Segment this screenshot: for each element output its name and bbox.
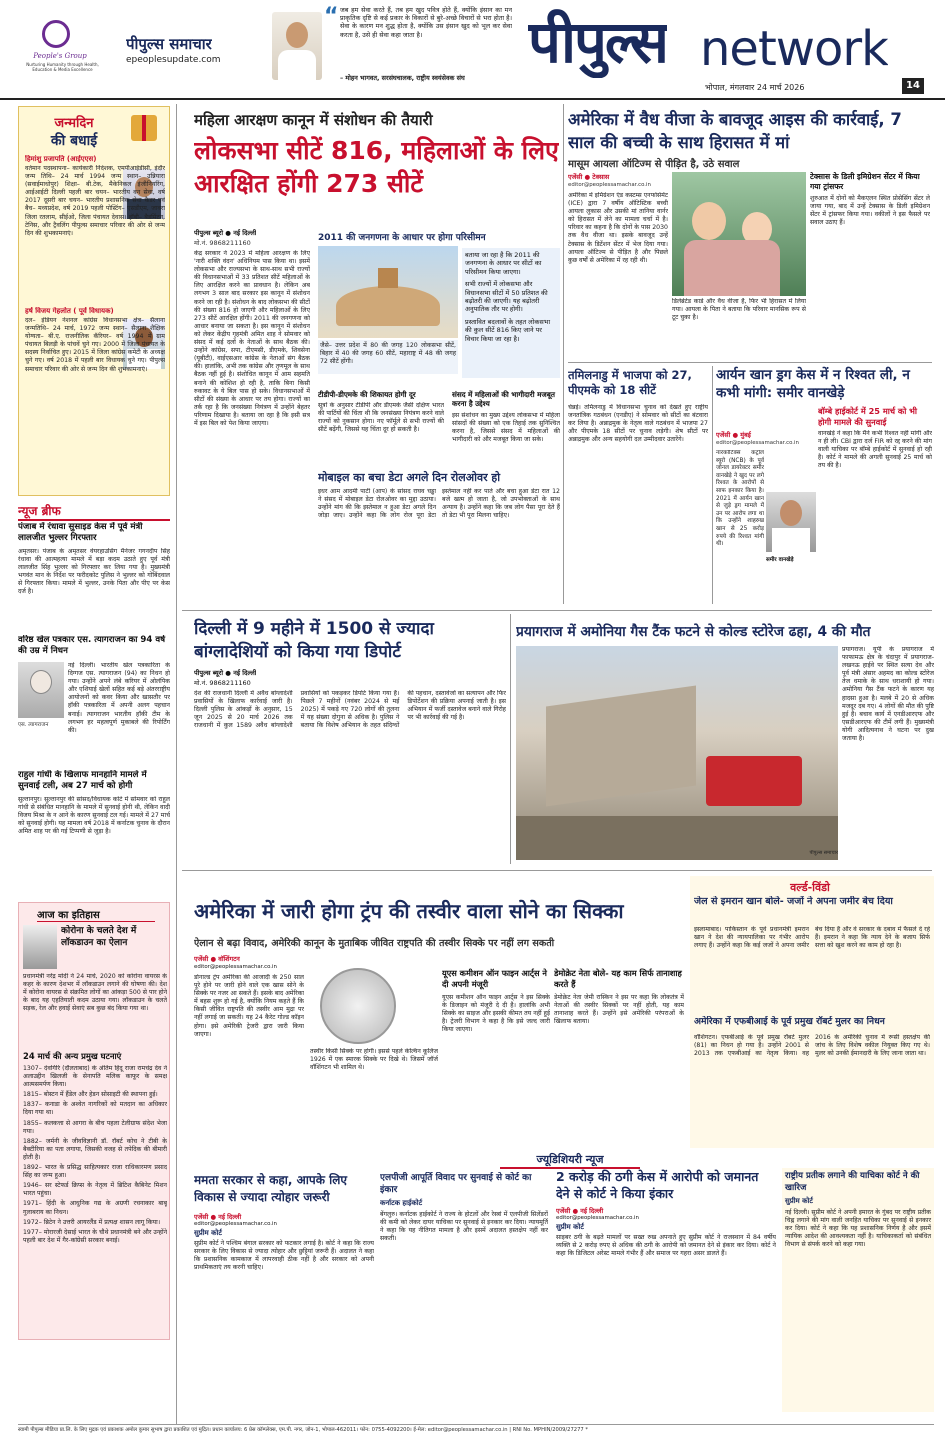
visa-side-body: शुरुआत में दोनों को मैकएलन स्थित प्रोसेसिंग सेंटर ले जाया गया, बाद में उन्हें टेक्सास के डिली इमिग्रेशन सेंटर में ट्रांसफर किया गया। वकीलों ने इस फैसले पर सवाल उठाए हैं। [810, 195, 930, 227]
judiciary-c-tag: सुप्रीम कोर्ट [556, 1223, 584, 1231]
wankhede-caption: समीर वानखेड़े [766, 557, 794, 563]
history-body: प्रधानमंत्री नरेंद्र मोदी ने 24 मार्च, 2020 को कोरोना वायरस के कहर के कारण देशभर में लॉकडाउन लगाने की घोषणा की। देश में कोरोना वायरस से संक्रमित लोगों का आंकड़ा 500 से पार होने के बाद यह एहतियाती कदम उठाया गया। लॉकडाउन के चलते सड़क, रेल और हवाई सेवाएं सब कुछ बंद किया गया था। [23, 973, 167, 1013]
judiciary-a [194, 1172, 374, 1412]
gift-icon [131, 115, 157, 141]
visa-photo-caption: डिलेब्रेटेड कार्ड और वैध वीजा है, फिर भी हिरासत में लिया गया। आयला के पिता ने बताया कि परिवार मानसिक रूप से टूट चुका है। [672, 298, 806, 322]
visa-subhead: मासूम आयला ऑटिज्म से पीड़ित है, उठे सवाल [568, 159, 740, 170]
prayag-photo-credit: पीपुल्स समाचार [809, 850, 838, 856]
tyagarajan-caption: एस. त्यागराजन [18, 722, 49, 728]
person1-text: वर्तमान पदस्थापना– कार्यकारी निदेशक, एमपीआईडीसी, इंदौर जन्म तिथि– 24 मार्च 1994 जन्म स्थान– उन्नियारा (सवाईमाधोपुर) शिक्षा– बी.टेक, मैकेनिकल इंजीनियरिंग, आईआईटी दिल्ली पहली बार चयन– भारतीय वन सेवा, वर्ष 2017 दूसरी बार चयन– भारतीय प्रशासनिक सेवा कैडर एवं बैच– मध्यप्रदेश, वर्ष 2019 पहली पोस्टिंग– एसडीएम, जावरा जिला रतलाम, सीईओ, जिला पंचायत देवास। हॉबी– बैडमिंटन, टेनिस, और ट्रैवलिंग पीपुल्स समाचार परिवार की ओर से जन्म दिन की शुभकामनाएं। [25, 165, 165, 237]
bangla-byline: पीपुल्स ब्यूरो ● नई दिल्ली [194, 669, 257, 677]
group-name: People's Group [33, 52, 87, 60]
judiciary-c-headline[interactable]: 2 करोड़ की ठगी केस में आरोपी को जमानत देने से कोर्ट ने किया इंकार [556, 1169, 759, 1201]
lead-byline: पीपुल्स ब्यूरो ● नई दिल्ली [194, 229, 257, 237]
prayag-headline[interactable]: प्रयागराज में अमोनिया गैस टैंक फटने से कोल्ड स्टोरेज ढहा, 4 की मौत [516, 624, 871, 640]
dateline: भोपाल, मंगलवार 24 मार्च 2026 [705, 83, 805, 92]
lead-bullet-3: प्रस्तावित बदलावों के तहत लोकसभा की कुल सीटें 816 किए जाने पर विचार किया जा रहा है। [465, 317, 551, 343]
brief-headline-3[interactable]: राहुल गांधी के खिलाफ मानहानि मामले में सुनवाई टली, अब 27 मार्च को होगी [18, 770, 147, 791]
visa-headline[interactable]: अमेरिका में वैध वीजा के बावजूद आइस की कार्रवाई, 7 साल की बच्ची के साथ हिरासत में मां [568, 110, 902, 152]
lead-photo-caption: जैसे– उत्तर प्रदेश में 80 की जगह 120 लोकसभा सीटें, बिहार में 40 की जगह 60 सीटें, महाराष्ट्र में 48 की जगह 72 सीटें होंगी। [318, 340, 458, 374]
event-item: 1882– जर्मनी के जीवविज्ञानी डॉ. रॉबर्ट कोच ने टीबी के बैक्टीरिया का पता लगाया, जिसकी वजह से तपेदिक की बीमारी होती है। [23, 1137, 167, 1161]
judiciary-c [556, 1168, 776, 1412]
visa-side [810, 172, 930, 358]
judiciary-d [782, 1168, 934, 1412]
aryan-body: नारकोटिक्स कंट्रोल ब्यूरो (NCB) के पूर्व जोनल डायरेक्टर समीर वानखेड़े ने खुद पर लगे रिश्वत के आरोपों से साफ इनकार किया है। 2021 में आर्यन खान से जुड़े ड्रग मामले में उन पर आरोप लगा था कि उन्होंने शाहरुख खान से 25 करोड़ रुपये की रिश्वत मांगी थी। [716, 450, 764, 548]
aryan-subhead: बॉम्बे हाईकोर्ट में 25 मार्च को भी होगी मामले की सुनवाई [818, 406, 918, 427]
quote-mark: “ [324, 4, 339, 29]
visa-byline: एजेंसी ● टेक्सास [568, 173, 610, 181]
bangla-headline[interactable]: दिल्ली में 9 महीने में 1500 से ज्यादा बांग्लादेशियों को किया गया डिपोर्ट [194, 619, 434, 662]
world-headline-2[interactable]: अमेरिका में एफबीआई के पूर्व प्रमुख रॉबर्ट मुलर का निधन [694, 1016, 885, 1027]
wankhede-photo [766, 492, 816, 552]
author-photo [272, 12, 322, 80]
world-label: वर्ल्ड-विंडो [790, 881, 830, 894]
judiciary-a-email[interactable]: editor@peoplessamachar.co.in [194, 1221, 277, 1227]
quote-author: – मोहन भागवत, सरसंघचालक, राष्ट्रीय स्वयंसेवक संघ [340, 74, 465, 82]
person2-name: हर्ष विजय गेहलोत ( पूर्व विधायक) [25, 307, 114, 315]
brief-body-2: नई दिल्ली। भारतीय खेल पत्रकारिता के दिग्गज एस. त्यागराजन (94) का निधन हो गया। उन्होंने अपने लंबे करियर में ओलंपिक और एशियाई खेलों सहित कई बड़े अंतरराष्ट्रीय आयोजनों को कवर किया और खासतौर पर हॉकी पत्रकारिता में अपनी अलग पहचान बनाई। त्यागराजन भारतीय हॉकी टीम के लगभग हर महत्वपूर्ण मुकाबले की रिपोर्टिंग की। [68, 662, 170, 734]
tdp-body: सूत्रों के अनुसार टीडीपी और डीएमके जैसी दक्षिण भारत की पार्टियों की चिंता थी कि जनसंख्या नियंत्रण करने वाले राज्यों को नुकसान होगा। नए फॉर्मूले से सभी राज्यों की सीटें बढ़ेंगी, जिससे यह चिंता दूर हो सकती है। [318, 402, 444, 434]
history-events [23, 1065, 167, 1337]
brief-headline-1[interactable]: पंजाब में रंधावा सुसाइड केस में पूर्व मंत्री लालजीत भुल्लर गिरफ्तार [18, 522, 143, 543]
coin-image [320, 968, 396, 1044]
aryan-headline[interactable]: आर्यन खान ड्रग केस में न रिश्वत ली, न कभी मांगी: समीर वानखेड़े [716, 367, 910, 401]
lead-phone: मो.नं. 9868211160 [194, 239, 251, 247]
tyagarajan-photo [18, 662, 64, 718]
site-url[interactable]: epeoplesupdate.com [126, 55, 221, 65]
judiciary-label: ज्यूडिशियरी न्यूज [500, 1152, 640, 1169]
judiciary-b [380, 1172, 548, 1412]
brand-network: network [700, 22, 888, 76]
lead-bullets [462, 248, 560, 378]
history-box [18, 902, 170, 1340]
judiciary-a-byline: एजेंसी ● नई दिल्ली [194, 1213, 242, 1221]
quote-text: जब हम सेवा करते हैं, तब हम खुद पवित्र होते हैं, क्योंकि इंसान का मन प्राकृतिक दृष्टि से कई प्रकार के विकारों से बुरे-अच्छे विचारों से भरा होता है। सेवा के कारण मन शुद्ध होता है, क्योंकि उस इंसान खुद को भूल कर सेवा करता है, उसे ही सेवा कहा जाता है। [340, 6, 512, 39]
aryan-side: वानखेड़े ने कहा कि मैंने कभी रिश्वत नहीं मांगी और न ही ली। CBI द्वारा दर्ज FIR को रद्द करने की मांग वाली याचिका पर बॉम्बे हाईकोर्ट में सुनवाई हो रही है। कोर्ट ने मामले की अगली सुनवाई 25 मार्च को तय की है। [818, 430, 932, 470]
judiciary-d-body: नई दिल्ली। सुप्रीम कोर्ट ने अपनी इमारत के गुंबद पर राष्ट्रीय प्रतीक चिह्न लगाने की मांग वाली जनहित याचिका पर सुनवाई से इनकार कर दिया। कोर्ट ने कहा कि यह प्रशासनिक निर्णय है और इसमें न्यायिक आदेश की आवश्यकता नहीं है। याचिकाकर्ता को संबंधित विभाग से संपर्क करने को कहा गया। [785, 1209, 931, 1249]
person2-text: दल– इंडियन नेशनल कांग्रेस विधानसभा क्षेत्र– सैलाना जन्मतिथि– 24 मार्च, 1972 जन्म स्थान– सैलाना शैक्षिक योग्यता– बी.ए. राजनीतिक कॅरियर– वर्ष 1994 में ग्राम पंचायत बिलड़ी के पांचवें चुने गए। 2000 में जिला पंचायत के सदस्य निर्वाचित हुए। 2015 में जिला कांग्रेस कमेटी के अध्यक्ष चुने गए। वर्ष 2018 में पहली बार विधायक चुने गए। पीपुल्स समाचार परिवार की ओर से जन्म दिन की शुभकामनाएं। [25, 317, 165, 373]
person1-name: हिमांशु प्रजापति (आईएएस) [25, 155, 97, 163]
judiciary-c-byline: एजेंसी ● नई दिल्ली [556, 1207, 604, 1215]
coin-col2-headline: यूएस कमीशन ऑन फाइन आर्ट्स ने दी अपनी मंजूरी [442, 968, 547, 989]
coin-col3-headline: डेमोक्रेट नेता बोले- यह काम सिर्फ तानाशाह करते हैं [554, 968, 682, 989]
masthead [0, 0, 945, 100]
coin-subhead: ऐलान से बढ़ा विवाद, अमेरिकी कानून के मुताबिक जीवित राष्ट्रपति की तस्वीर सिक्के पर नहीं लग सकती [194, 938, 555, 949]
lead-headline[interactable]: लोकसभा सीटें 816, महिलाओं के लिए आरक्षित होंगी 273 सीटें [194, 136, 559, 198]
coin-headline[interactable]: अमेरिका में जारी होगा ट्रंप की तस्वीर वाला सोने का सिक्का [194, 899, 624, 923]
event-item: 1946– सर स्टेफर्ड क्रिप्स के नेतृत्व में ब्रिटिश कैबिनेट मिशन भारत पहुंचा। [23, 1182, 167, 1198]
page-number: 14 [902, 78, 924, 94]
judiciary-a-body: सुप्रीम कोर्ट ने पश्चिम बंगाल सरकार को फटकार लगाई है। कोर्ट ने कहा कि राज्य सरकार के लिए विकास से ज्यादा त्योहार और छुट्टियां जरूरी हैं। अदालत ने कहा कि प्रशासनिक कामकाज में लापरवाही ठीक नहीं है और सरकार को अपनी प्राथमिकताएं तय करनी चाहिए। [194, 1240, 374, 1272]
event-item: 1977– मोरारजी देसाई भारत के चौथे प्रधानमंत्री बने और उन्होंने पहली बार देश में गैर-कांग्रेसी सरकार बनाई। [23, 1228, 167, 1244]
bangla-body: देश की राजधानी दिल्ली में अवैध बांग्लादेशी प्रवासियों के खिलाफ कार्रवाई जारी है। दिल्ली पुलिस के आंकड़ों के अनुसार, 15 जून 2025 से 20 मार्च 2026 तक राजधानी में कुल 1589 अवैध बांग्लादेशी प्रवासियों को पकड़कर डिपोर्ट किया गया है। पिछले 7 महीनों (नवंबर 2024 से मई 2025) में पकड़े गए 720 लोगों की तुलना में यह संख्या दोगुना से अधिक है। पुलिस ने बताया कि विशेष अभियान के तहत संदिग्धों की पहचान, दस्तावेजों का सत्यापन और फिर डिपोर्टेशन की प्रक्रिया अपनाई जाती है। इस अभियान में फर्जी दस्तावेज बनाने वाले गिरोह पर भी कार्रवाई की गई है। [194, 690, 506, 730]
world-body-2: वॉशिंगटन। एफबीआई के पूर्व प्रमुख रॉबर्ट मुलर (81) का निधन हो गया है। उन्होंने 2001 से 2013 तक एफबीआई का नेतृत्व किया। वह 2016 के अमेरिकी चुनाव में रूसी हस्तक्षेप की जांच के लिए विशेष वकील नियुक्त किए गए थे। मुलर को उनकी ईमानदारी के लिए जाना जाता था। [694, 1034, 930, 1058]
group-tagline: Nurturing Humanity through Health, Education & Media Excellence [26, 62, 99, 72]
women-body: इस संशोधन का मुख्य उद्देश्य लोकसभा में महिला सांसदों की संख्या को एक तिहाई तक सुनिश्चित करना है, जिससे संसद में महिलाओं की भागीदारी को और मजबूत किया जा सके। [452, 412, 560, 444]
parliament-photo [318, 246, 458, 338]
birthday-title: जन्मदिन की बधाई [50, 116, 98, 149]
event-item: 1972– ब्रिटेन ने उत्तरी आयरलैंड में प्रत्यक्ष शासन लागू किया। [23, 1218, 161, 1226]
coin-col2-body: यूएस कमीशन ऑन फाइन आर्ट्स ने इस सिक्के के डिजाइन को मंजूरी दे दी है। हालांकि अभी सिक्के का साइज और इसकी कीमत तय नहीं हुई है। ट्रेजरी विभाग ने कहा है कि इसे जल्द जारी किया जाएगा। [442, 994, 550, 1034]
lead-photo-title: 2011 की जनगणना के आधार पर होगा परिसीमन [318, 233, 486, 243]
history-label: आज का इतिहास [37, 907, 155, 922]
mobile-body: इधर आम आदमी पार्टी (आप) के सांसद राघव चड्ढा ने संसद में मोबाइल डेटा रोलओवर का मुद्दा उठाया। उन्होंने मांग की कि इस्तेमाल न हुआ डेटा अगले दिन जोड़ा जाए। उन्होंने कहा कि लोग रोज पूरा डेटा इस्तेमाल नहीं कर पाते और बचा हुआ डेटा रात 12 बजे खत्म हो जाता है, जो उपभोक्ताओं के साथ अन्याय है। उन्होंने कहा कि जब लोग पैसा पूरा देते हैं तो डेटा भी पूरा मिलना चाहिए। [318, 488, 560, 520]
brief-headline-2[interactable]: वरिष्ठ खेल पत्रकार एस. त्यागराजन का 94 वर्ष की उम्र में निधन [18, 635, 166, 656]
imprint-footer: स्वामी पीपुल्स मीडिया प्रा.लि. के लिए मुद्रक एवं प्रकाशक अमोल कुमार सुभाष द्वारा प्रकाशित एवं मुद्रित। प्रधान कार्यालय: 6 प्रेस कॉम्प्लेक्स, एम.पी. नगर, जोन-1, भोपाल-462011। फोन: 0755-4092200। ई-मेल: editor@peoplessamachar.co.in | RNI No. MPHIN/2009/27277 * [18, 1424, 934, 1434]
lead-bullet-2: सभी राज्यों में लोकसभा और विधानसभा सीटों में 50 प्रतिशत की बढ़ोतरी की जाएगी। यह बढ़ोतरी अनुपातिक तौर पर होगी। [465, 280, 548, 314]
prayag-body: प्रयागराज। यूपी के प्रयागराज में फाफामऊ क्षेत्र के चंदापुर में प्रयागराज-लखनऊ हाईवे पर स्थित सत्या देव और पूर्व मंत्री अंसार अहमद का कोल्ड स्टोरेज तेज धमाके के साथ धराशायी हो गया। अमोनिया गैस टैंक फटने के कारण यह हादसा हुआ है। मलबे में 20 से अधिक मजदूर दब गए। 4 लोगों की मौत की पुष्टि हुई है। बचाव कार्य में एनडीआरएफ और एसडीआरएफ की टीमें लगी हैं। मुख्यमंत्री योगी आदित्यनाथ ने घटना पर दुख जताया है। [842, 646, 934, 743]
brand-hindi: पीपुल्स [528, 8, 667, 76]
visa-email[interactable]: editor@peoplessamachar.co.in [568, 182, 651, 188]
judiciary-a-tag: सुप्रीम कोर्ट [194, 1229, 222, 1237]
judiciary-d-tag: सुप्रीम कोर्ट [785, 1197, 813, 1205]
lead-bullet-1: बताया जा रहा है कि 2011 की जनगणना के आधार पर सीटों का परिसीमन किया जाएगा। [465, 251, 542, 276]
bangla-phone: मो.नं. 9868211160 [194, 679, 251, 687]
brief-body-1: अमृतसर। पंजाब के अमृतसर वेयरहाउसिंग मैनेजर गगनदीप सिंह रंधावा की आत्महत्या मामले में बड़ा कदम उठाते हुए पूर्व मंत्री लालजीत सिंह भुल्लर को गिरफ्तार कर लिया गया है। मुख्यमंत्री भगवंत मान के निर्देश पर फरीदकोट पुलिस ने भुल्लर को गोबिंदवाल से गिरफ्तार किया। मामले में भुल्लर, उनके पिता और पीए पर केस दर्ज है। [18, 548, 170, 596]
judiciary-c-body: साइबर ठगी के बढ़ते मामलों पर सख्त रुख अपनाते हुए सुप्रीम कोर्ट ने राजस्थान में 84 वर्षीय व्यक्ति से 2 करोड़ रुपए से अधिक की ठगी के आरोपी को जमानत देने से इंकार कर दिया। कोर्ट ने कहा कि डिजिटल अरेस्ट मामले गंभीर हैं और समाज पर गहरा असर डालते हैं। [556, 1234, 776, 1258]
prayag-photo [516, 646, 838, 860]
judiciary-b-headline[interactable]: एलपीजी आपूर्ति विवाद पर सुनवाई से कोर्ट का इंकार [380, 1173, 532, 1195]
samachar-title: पीपुल्स समाचार [126, 35, 212, 53]
event-item: 1892– भारत के प्रसिद्ध साहित्यकार राजा राधिकारमण प्रसाद सिंह का जन्म हुआ। [23, 1164, 167, 1180]
judiciary-d-headline[interactable]: राष्ट्रीय प्रतीक लगाने की याचिका कोर्ट ने की खारिज [785, 1171, 920, 1193]
coin-body: डोनाल्ड ट्रंप अमेरिका की आजादी के 250 साल पूरे होने पर जारी होने वाले एक खास सोने के सिक्के पर नजर आ सकते हैं। इसके बाद अमेरिका में बहस शुरू हो गई है, क्योंकि नियम कहते हैं कि किसी जीवित राष्ट्रपति की तस्वीर आम मुद्रा पर नहीं लगाई जा सकती। यह 24 कैरेट गोल्ड कॉइन होगा। इसे अमेरिकी ट्रेजरी द्वारा जारी किया जाएगा। [194, 974, 304, 1038]
aryan-email[interactable]: editor@peoplessamachar.co.in [716, 440, 799, 446]
coin-col3-body: डेमोक्रेट नेता जेमी रास्किन ने इस पर कहा कि लोकतंत्र में नेताओं की तस्वीर सिक्कों पर नहीं होती, यह काम तानाशाह करते हैं। उन्होंने इसे अमेरिकी परंपराओं के खिलाफ बताया। [554, 994, 684, 1026]
visa-body: अमेरिका में इमिग्रेशन एंड कस्टम्स एनफोर्समेंट (ICE) द्वारा 7 वर्षीय ऑटिस्टिक बच्ची आयला लुकास और उसकी मां तानिया वार्नर को हिरासत में लेने का मामला चर्चा में है। परिवार का कहना है कि दोनों के पास 2030 तक वैध वीजा था। इसके बावजूद उन्हें टेक्सास के डिटेंशन सेंटर में भेज दिया गया। आयला ऑटिज्म से पीड़ित है और पिछले कुछ वर्षों से अमेरिका में रह रही थी। [568, 192, 668, 264]
lead-body: केंद्र सरकार ने 2023 में महिला आरक्षण के लिए 'नारी शक्ति वंदन' अधिनियम पास किया था। इसमें लोकसभा और राज्यसभा के साथ-साथ सभी राज्यों की विधानसभाओं में 33 प्रतिशत सीटें महिलाओं के लिए आरक्षित करने का प्रावधान है। लेकिन अब लगभग 3 साल बाद सरकार इस कानून में संशोधन करने जा रही है। संशोधन के बाद लोकसभा की सीटों की संख्या 816 हो जाएगी और महिलाओं के लिए 273 सीटें आरक्षित होंगी। 2011 की जनगणना को आधार बनाया जा सकता है। इस कानून में संशोधन को लेकर केंद्रीय गृहमंत्री अमित शाह ने सोमवार को संसद में कई दलों के नेताओं के साथ बैठक की। उन्होंने कांग्रेस, सपा, टीएमसी, डीएमके, शिवसेना (यूबीटी), वाईएसआर कांग्रेस के नेताओं संग बैठक की। हालांकि, अभी तक कांग्रेस और तृणमूल के साथ बैठक नहीं हुई है। संशोधित कानून में आम सहमति बनाने की कोशिश हो रही है, ताकि बिना किसी रुकावट के ये बिल पास हो सके। विधानसभाओं में सीटों की संख्या के आधार पर तय होगा। राज्यों का तर्क रहा है कि जनसंख्या नियंत्रण में उन्होंने बेहतर परिणाम दिखाया है। बताया जा रहा है कि इसी सत्र में इस बिल को पेश किया जाएगा। [194, 250, 310, 427]
history-photo [23, 925, 57, 969]
women-headline: संसद में महिलाओं की भागीदारी मजबूत करना है उद्देश्य [452, 390, 555, 408]
judiciary-a-headline[interactable]: ममता सरकार से कहा, आपके लिए विकास से ज्यादा त्योहार जरूरी [194, 1173, 347, 1204]
world-headline-1[interactable]: जेल से इमरान खान बोले- जजों ने अपना जमीर बेच दिया [694, 896, 893, 907]
mobile-headline[interactable]: मोबाइल का बचा डेटा अगले दिन रोलओवर हो [318, 471, 501, 484]
history-headline: कोरोना के चलते देश में लॉकडाउन का ऐलान [61, 926, 137, 948]
birthday-box [18, 106, 170, 496]
aryan-byline: एजेंसी ● मुंबई [716, 431, 751, 439]
world-body-1: इस्लामाबाद। पाकिस्तान के पूर्व प्रधानमंत्री इमरान खान ने देश की न्यायपालिका पर गंभीर आरोप लगाए हैं। उन्होंने कहा कि कई जजों ने अपना जमीर बेच दिया है और वे सरकार के दबाव में फैसले दे रहे हैं। इमरान ने कहा कि न्याय देने के बजाय सिर्फ सत्ता को खुश करने का काम हो रहा है। [694, 926, 930, 950]
judiciary-c-email[interactable]: editor@peoplessamachar.co.in [556, 1215, 639, 1221]
coin-caption: तस्वीर किसी सिक्के पर होगी। इससे पहले केल्विन कूलिज 1926 में एक स्मारक सिक्के पर दिखे थे। जिसमें जॉर्ज वॉशिंगटन भी शामिल थे। [310, 1048, 438, 1072]
tn-headline[interactable]: तमिलनाडु में भाजपा को 27, पीएमके को 18 सीटें [568, 368, 692, 397]
event-item: 1815– बोस्टन में हैंडेल और हेडन सोसाइटी की स्थापना हुई। [23, 1091, 158, 1099]
coin-byline: एजेंसी ● वॉशिंगटन [194, 955, 240, 963]
coin-col2 [442, 968, 550, 1146]
tdp-headline: टीडीपी-डीएमके की शिकायत होगी दूर [318, 390, 416, 399]
history-subhead: 24 मार्च की अन्य प्रमुख घटनाएं [23, 1051, 122, 1061]
news-brief-label: न्यूज ब्रीफ [18, 502, 170, 521]
event-item: 1971– हिंदी के आधुनिक गद्य के अग्रणी रचनाकार बाबू गुलाबराय का निधन। [23, 1200, 167, 1216]
group-logo [42, 20, 70, 48]
brief-body-3: सुल्तानपुर। सुल्तानपुर की सांसद/विधायक कोर्ट में सोमवार को राहुल गांधी से संबंधित मानहानि के मामले में सुनवाई होनी थी, लेकिन वादी विजय मिश्रा के न आने के कारण सुनवाई टल गई। मामले में 27 मार्च को सुनवाई होगी। यह मामला वर्ष 2018 में कर्नाटक चुनाव के दौरान अमित शाह पर की गई टिप्पणी से जुड़ा है। [18, 796, 170, 836]
visa-photo [672, 172, 806, 296]
world-window [690, 876, 934, 1148]
visa-side-headline: टेक्सास के डिली इमिग्रेशन सेंटर में किया गया ट्रांसफर [810, 172, 920, 191]
coin-email[interactable]: editor@peoplessamachar.co.in [194, 964, 277, 970]
lead-kicker: महिला आरक्षण कानून में संशोधन की तैयारी [194, 111, 433, 129]
judiciary-b-body: बेंगलुरु। कर्नाटक हाईकोर्ट ने राज्य के होटलों और रेस्त्रां में एलपीजी सिलेंडरों की कमी को लेकर दायर याचिका पर सुनवाई से इनकार कर दिया। न्यायमूर्ति ने कहा कि यह नीतिगत मामला है और इसमें अदालत हस्तक्षेप नहीं कर सकती। [380, 1211, 548, 1243]
tn-body: चेन्नई। तमिलनाडु में विधानसभा चुनाव को देखते हुए राष्ट्रीय जनतांत्रिक गठबंधन (एनडीए) ने सोमवार को सीटों का बंटवारा कर लिया है। अन्नाद्रमुक के नेतृत्व वाले गठबंधन में भाजपा 27 और पीएमके 18 सीटों पर चुनाव लड़ेगी। शेष सीटों पर अन्नाद्रमुक और अन्य सहयोगी दल उम्मीदवार उतारेंगे। [568, 404, 708, 444]
judiciary-b-tag: कर्नाटक हाईकोर्ट [380, 1199, 423, 1207]
event-item: 1837– कनाडा के अश्वेत नागरिकों को मतदान का अधिकार दिया गया था। [23, 1101, 167, 1117]
event-item: 1307– देवगिरि (दौलताबाद) के अंतिम हिंदू राजा रामचंद्र देव ने अलाउद्दीन खिलजी के सेनापति मलिक काफूर के समक्ष आत्मसमर्पण किया। [23, 1065, 167, 1089]
event-item: 1855– कलकत्ता से आगरा के बीच पहला टेलीग्राफ संदेश भेजा गया। [23, 1119, 167, 1135]
coin-col3 [554, 968, 684, 1146]
